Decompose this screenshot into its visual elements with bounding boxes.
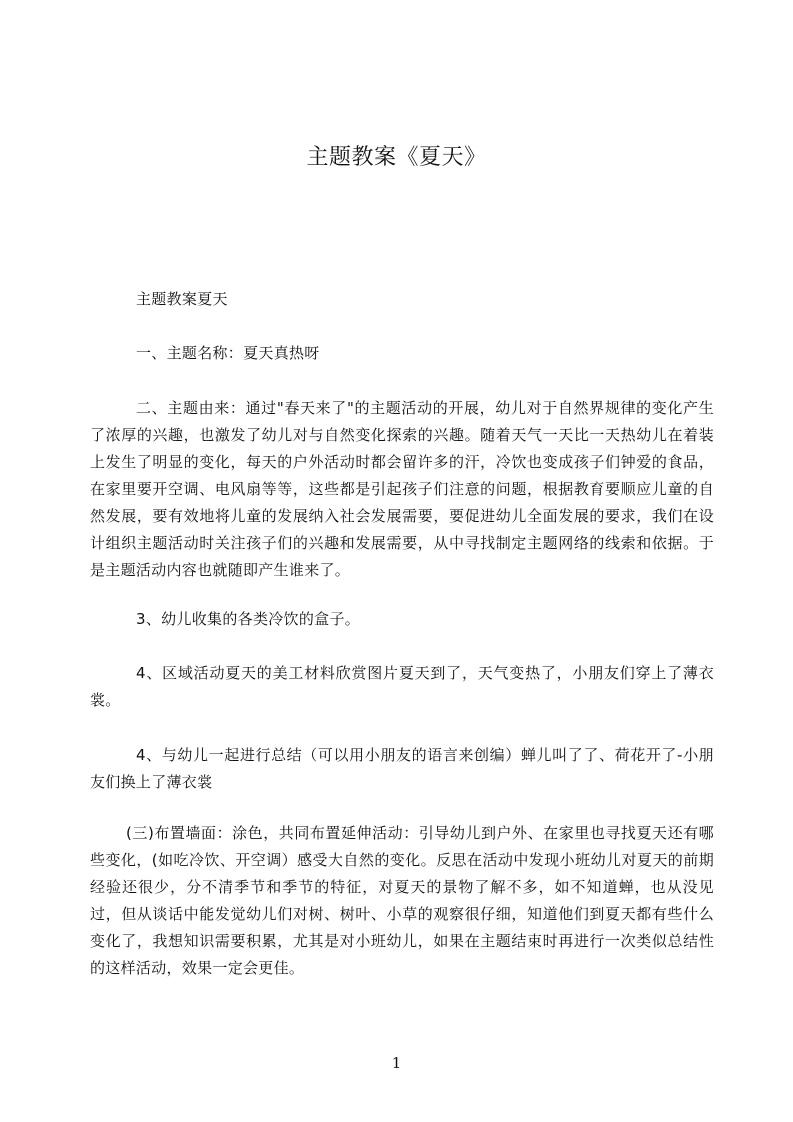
paragraph-block-5 (90, 742, 714, 796)
page-number: 1 (391, 1054, 402, 1072)
paragraph-item-4a: 4、区域活动夏天的美工材料欣赏图片夏天到了，天气变热了，小朋友们穿上了薄衣裳。 (90, 664, 714, 709)
paragraph-item-4b: 4、与幼儿一起进行总结（可以用小朋友的语言来创编）蝉儿叫了了、荷花开了-小朋友们换上了薄衣裳 (90, 746, 714, 791)
paragraph-block-1 (90, 340, 714, 367)
paragraph-block-2 (90, 395, 714, 584)
paragraph-theme-name: 一、主题名称：夏天真热呀 (136, 344, 320, 362)
document-title: 主题教案《夏天》 (306, 145, 487, 170)
paragraph-wall-decoration: (三)布置墙面：涂色，共同布置延伸活动：引导幼儿到户外、在家里也寻找夏天还有哪些变化，(如吃冷饮、开空调）感受大自然的变化。反思在活动中发现小班幼儿对夏天的前期经验还很少，分不清季节和季节的特征，对夏天的景物了解不多，如不知道蝉，也从没见过，但从谈话中能发觉幼儿们对树、树叶、小草的观察很仔细，知道他们到夏天都有些什么变化了，我想知识需要积累，尤其是对小班幼儿，如果在主题结束时再进行一次类似总结性的这样活动，效果一定会更佳。 (90, 824, 714, 977)
paragraph-block-6 (90, 820, 714, 982)
document-subtitle: 主题教案夏天 (136, 290, 228, 308)
paragraph-item-3: 3、幼儿收集的各类冷饮的盒子。 (136, 610, 361, 628)
paragraph-block-4 (90, 660, 714, 714)
paragraph-theme-origin: 二、主题由来：通过"春天来了"的主题活动的开展，幼儿对于自然界规律的变化产生了浓厚的兴趣，也激发了幼儿对与自然变化探索的兴趣。随着天气一天比一天热幼儿在着装上发生了明显的变化，每天的户外活动时都会留许多的汗，冷饮也变成孩子们钟爱的食品，在家里要开空调、电风扇等等，这些都是引起孩子们注意的问题，根据教育要顺应儿童的自然发展，要有效地将儿童的发展纳入社会发展需要，要促进幼儿全面发展的要求，我们在设计组织主题活动时关注孩子们的兴趣和发展需要，从中寻找制定主题网络的线索和依据。于是主题活动内容也就随即产生谁来了。 (90, 399, 714, 579)
document-subtitle-block (90, 286, 714, 313)
paragraph-block-3 (90, 606, 714, 633)
